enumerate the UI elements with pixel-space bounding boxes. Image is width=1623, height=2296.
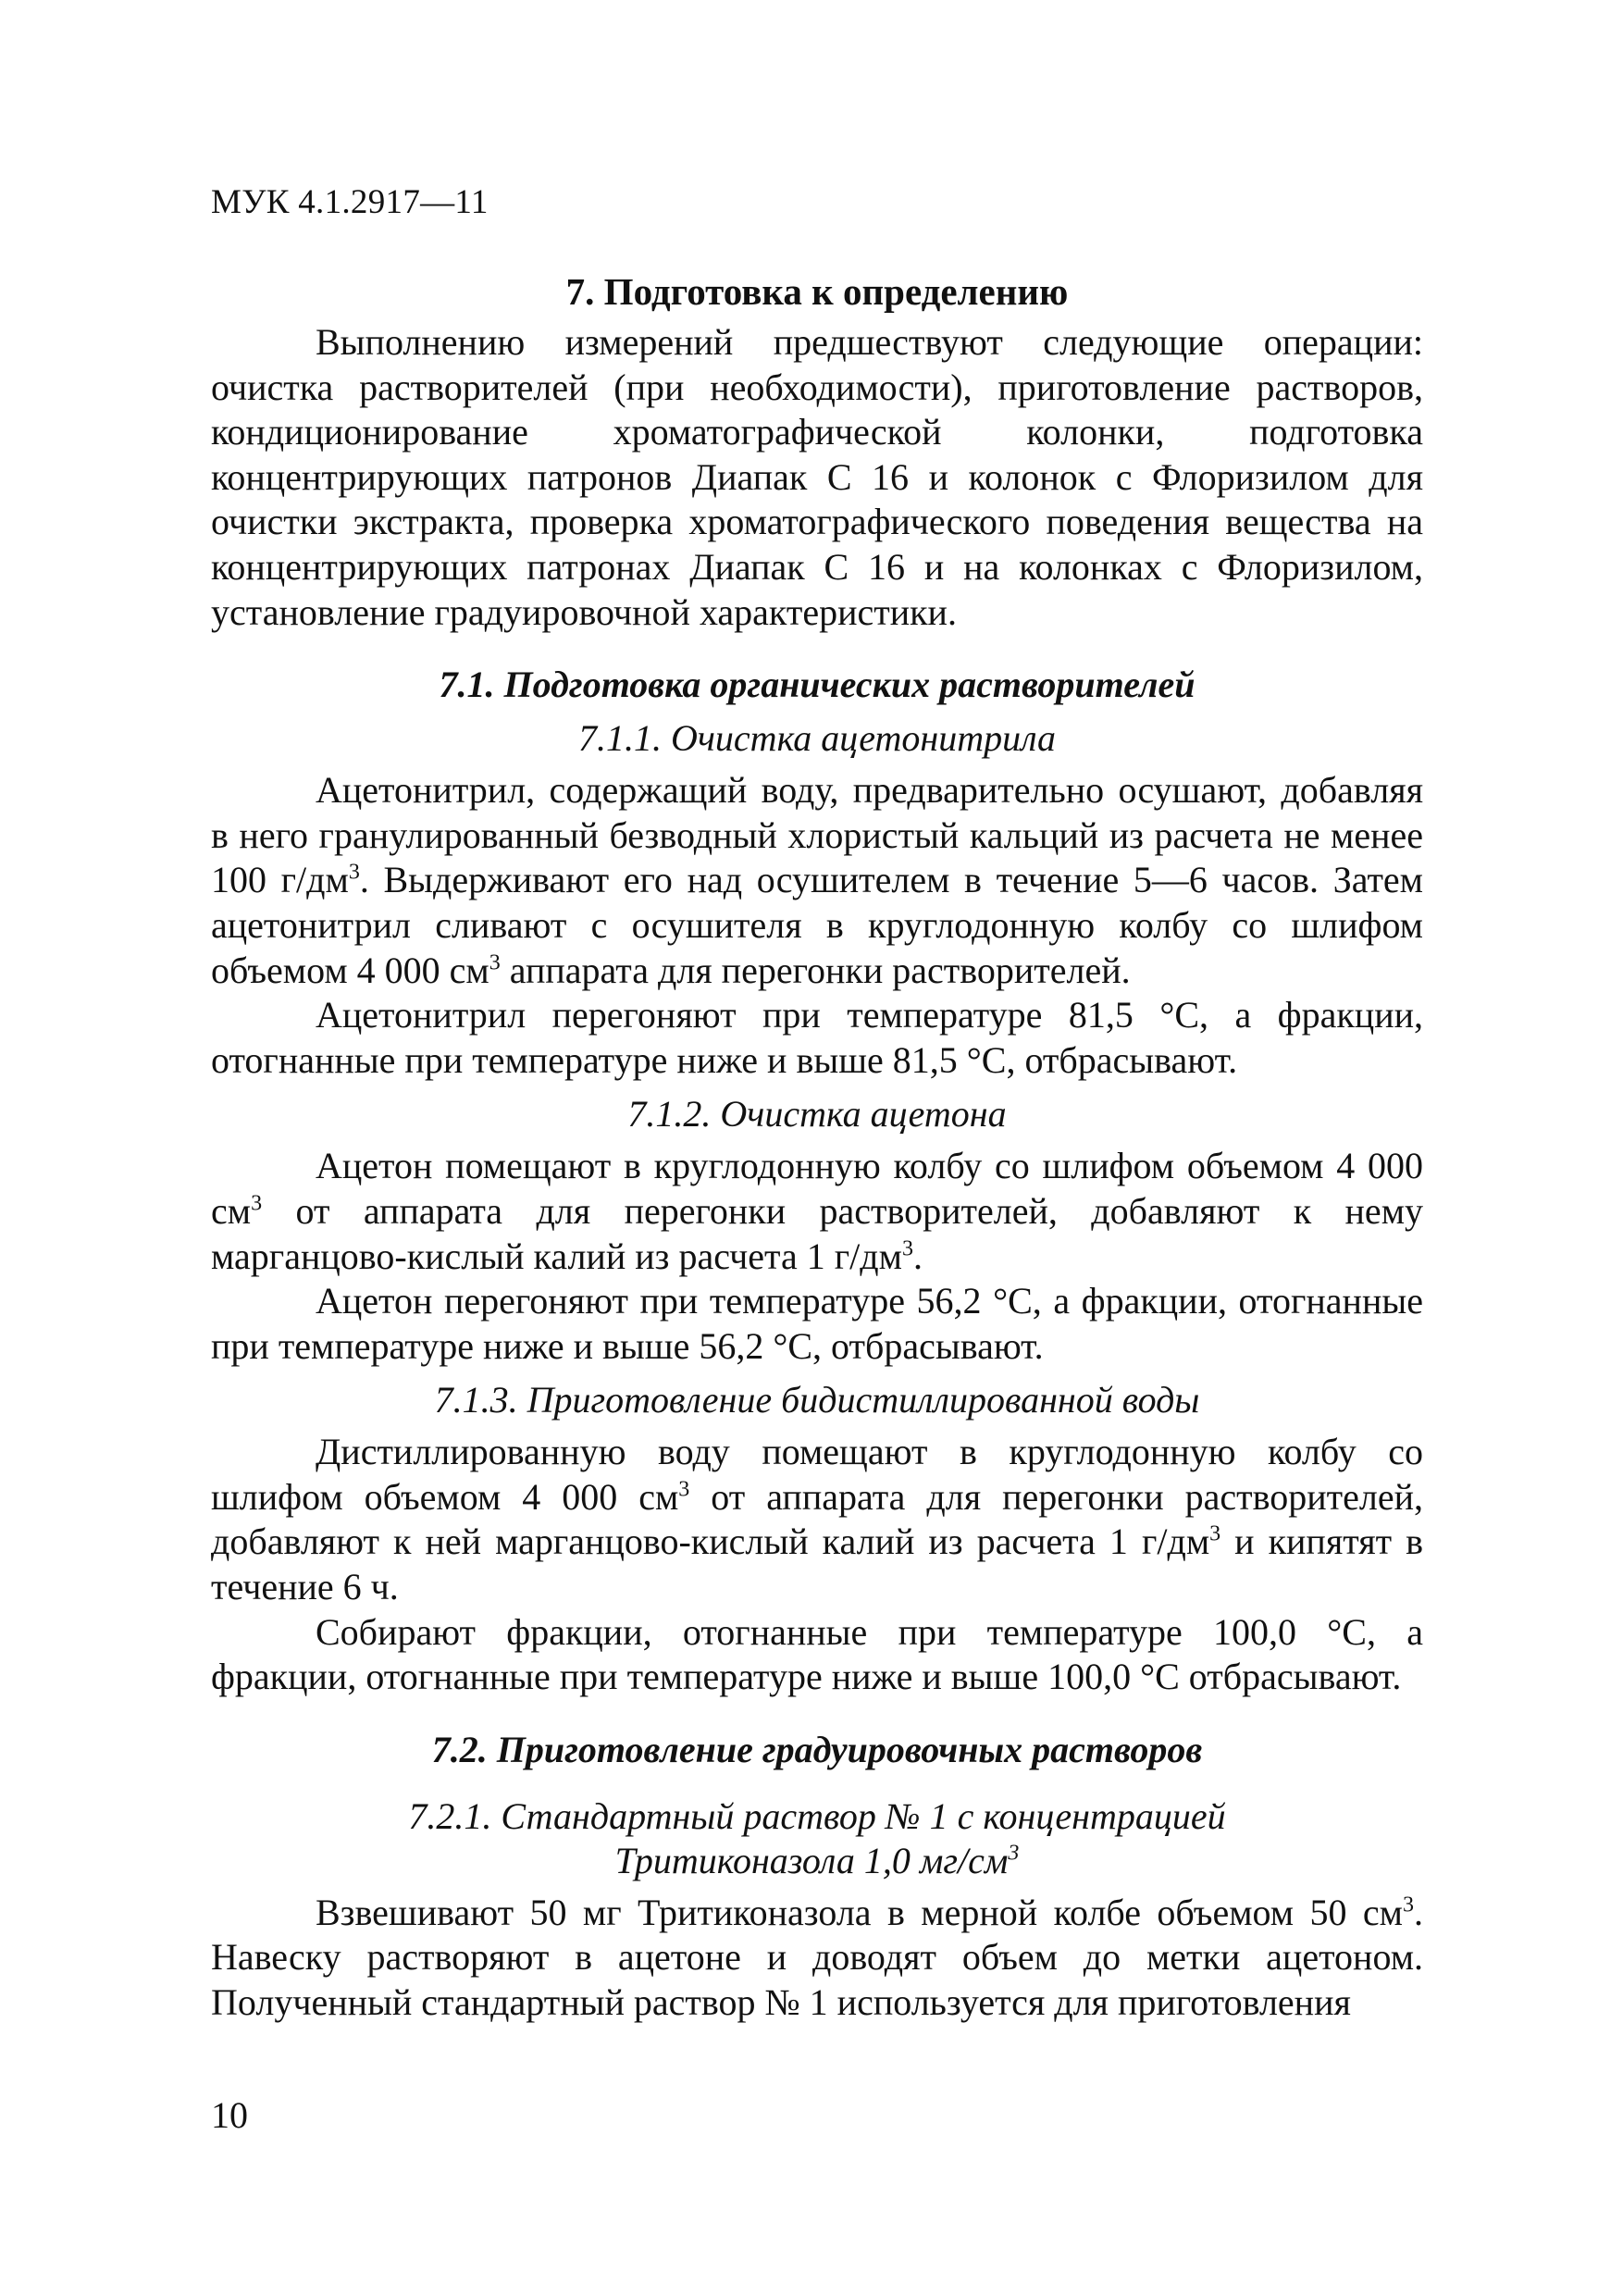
superscript: 3 [1209, 1522, 1221, 1547]
document-body [211, 268, 1423, 2026]
superscript: 3 [1008, 1841, 1020, 1866]
paragraph-water-setup [211, 1430, 1423, 1609]
text-run: . Выдерживают его над осушителем в течение 5—6 часов. Затем ацетонитрил сливают с осушителя в круглодонную колбу со шлифом объемом 4 000 см [211, 859, 1423, 991]
superscript: 3 [901, 1236, 913, 1261]
text-run: от аппарата для перегонки растворителей, добавляют к нему марганцово-кислый калий из расчета 1 г/дм [211, 1189, 1423, 1277]
subsection-title-7-1-1: 7.1.1. Очистка ацетонитрила [577, 717, 1057, 760]
text-run: от аппарата для перегонки растворителей, добавляют к ней марганцово-кислый калий из расчета 1 г/дм [211, 1475, 1424, 1563]
superscript: 3 [251, 1191, 263, 1216]
paragraph-acetonitrile-drying [211, 768, 1423, 993]
text-run: Ацетонитрил, содержащий воду, предварительно осушают, добавляя в него гранулированный безводный хлористый кальций из расчета не менее 100 г/дм [211, 769, 1423, 901]
subsection-title-7-2-1 [211, 1794, 1423, 1883]
superscript: 3 [348, 861, 360, 886]
title-line: Тритиконазола 1,0 мг/см [614, 1839, 1009, 1881]
text-run: . Навеску растворяют в ацетоне и доводят объем до метки ацетоном. Полученный стандартный раствор № 1 используется для приготовления [211, 1891, 1423, 2024]
text-run: и кипятят в течение 6 ч. [211, 1520, 1423, 1608]
text-run: Дистиллированную воду помещают в круглодонную колбу со шлифом объемом 4 000 см [211, 1431, 1423, 1518]
superscript: 3 [678, 1477, 690, 1502]
superscript: 3 [489, 950, 501, 975]
section-intro-paragraph: Выполнению измерений предшествуют следующие операции: очистка растворителей (при необходимости), приготовление растворов, кондиционирование хроматографической колонки, подготовка концентрирующих патронов Диапак С 16 и колонок с Флоризилом для очистки экстракта, проверка хроматографического поведения вещества на концентрирующих патронах Диапак С 16 и на колонках с Флоризилом, установление градуировочной характеристики. [211, 321, 1423, 633]
paragraph-acetone-distill: Ацетон перегоняют при температуре 56,2 °С, а фракции, отогнанные при температуре ниже и выше 56,2 °С, отбрасывают. [211, 1280, 1423, 1367]
title-line: 7.2.1. Стандартный раствор № 1 с концентрацией [408, 1794, 1226, 1837]
text-run: аппарата для перегонки растворителей. [500, 949, 1131, 991]
subsection-title-7-2: 7.2. Приготовление градуировочных растворов [431, 1728, 1203, 1770]
subsection-title-7-1-2: 7.1.2. Очистка ацетона [627, 1093, 1007, 1136]
page-number: 10 [211, 2094, 248, 2136]
paragraph-acetonitrile-distill: Ацетонитрил перегоняют при температуре 81,5 °С, а фракции, отогнанные при температуре ниже и выше 81,5 °С, отбрасывают. [211, 994, 1423, 1081]
paragraph-acetone-setup [211, 1144, 1423, 1279]
superscript: 3 [1403, 1893, 1414, 1917]
paragraph-water-collect: Собирают фракции, отогнанные при температуре 100,0 °С, а фракции, отогнанные при температуре ниже и выше 100,0 °С отбрасывают. [211, 1610, 1423, 1698]
text-run: Взвешивают 50 мг Тритиконазола в мерной колбе объемом 50 см [316, 1891, 1403, 1933]
subsection-title-7-1: 7.1. Подготовка органических растворителей [439, 664, 1196, 706]
section-title: 7. Подготовка к определению [565, 270, 1069, 313]
subsection-title-7-1-3: 7.1.3. Приготовление бидистиллированной воды [434, 1379, 1200, 1421]
document-code: МУК 4.1.2917—11 [211, 183, 489, 221]
paragraph-standard-solution [211, 1891, 1423, 2026]
text-run: . [912, 1235, 923, 1277]
text-run: Ацетон помещают в круглодонную колбу со шлифом объемом 4 000 см [211, 1145, 1423, 1232]
